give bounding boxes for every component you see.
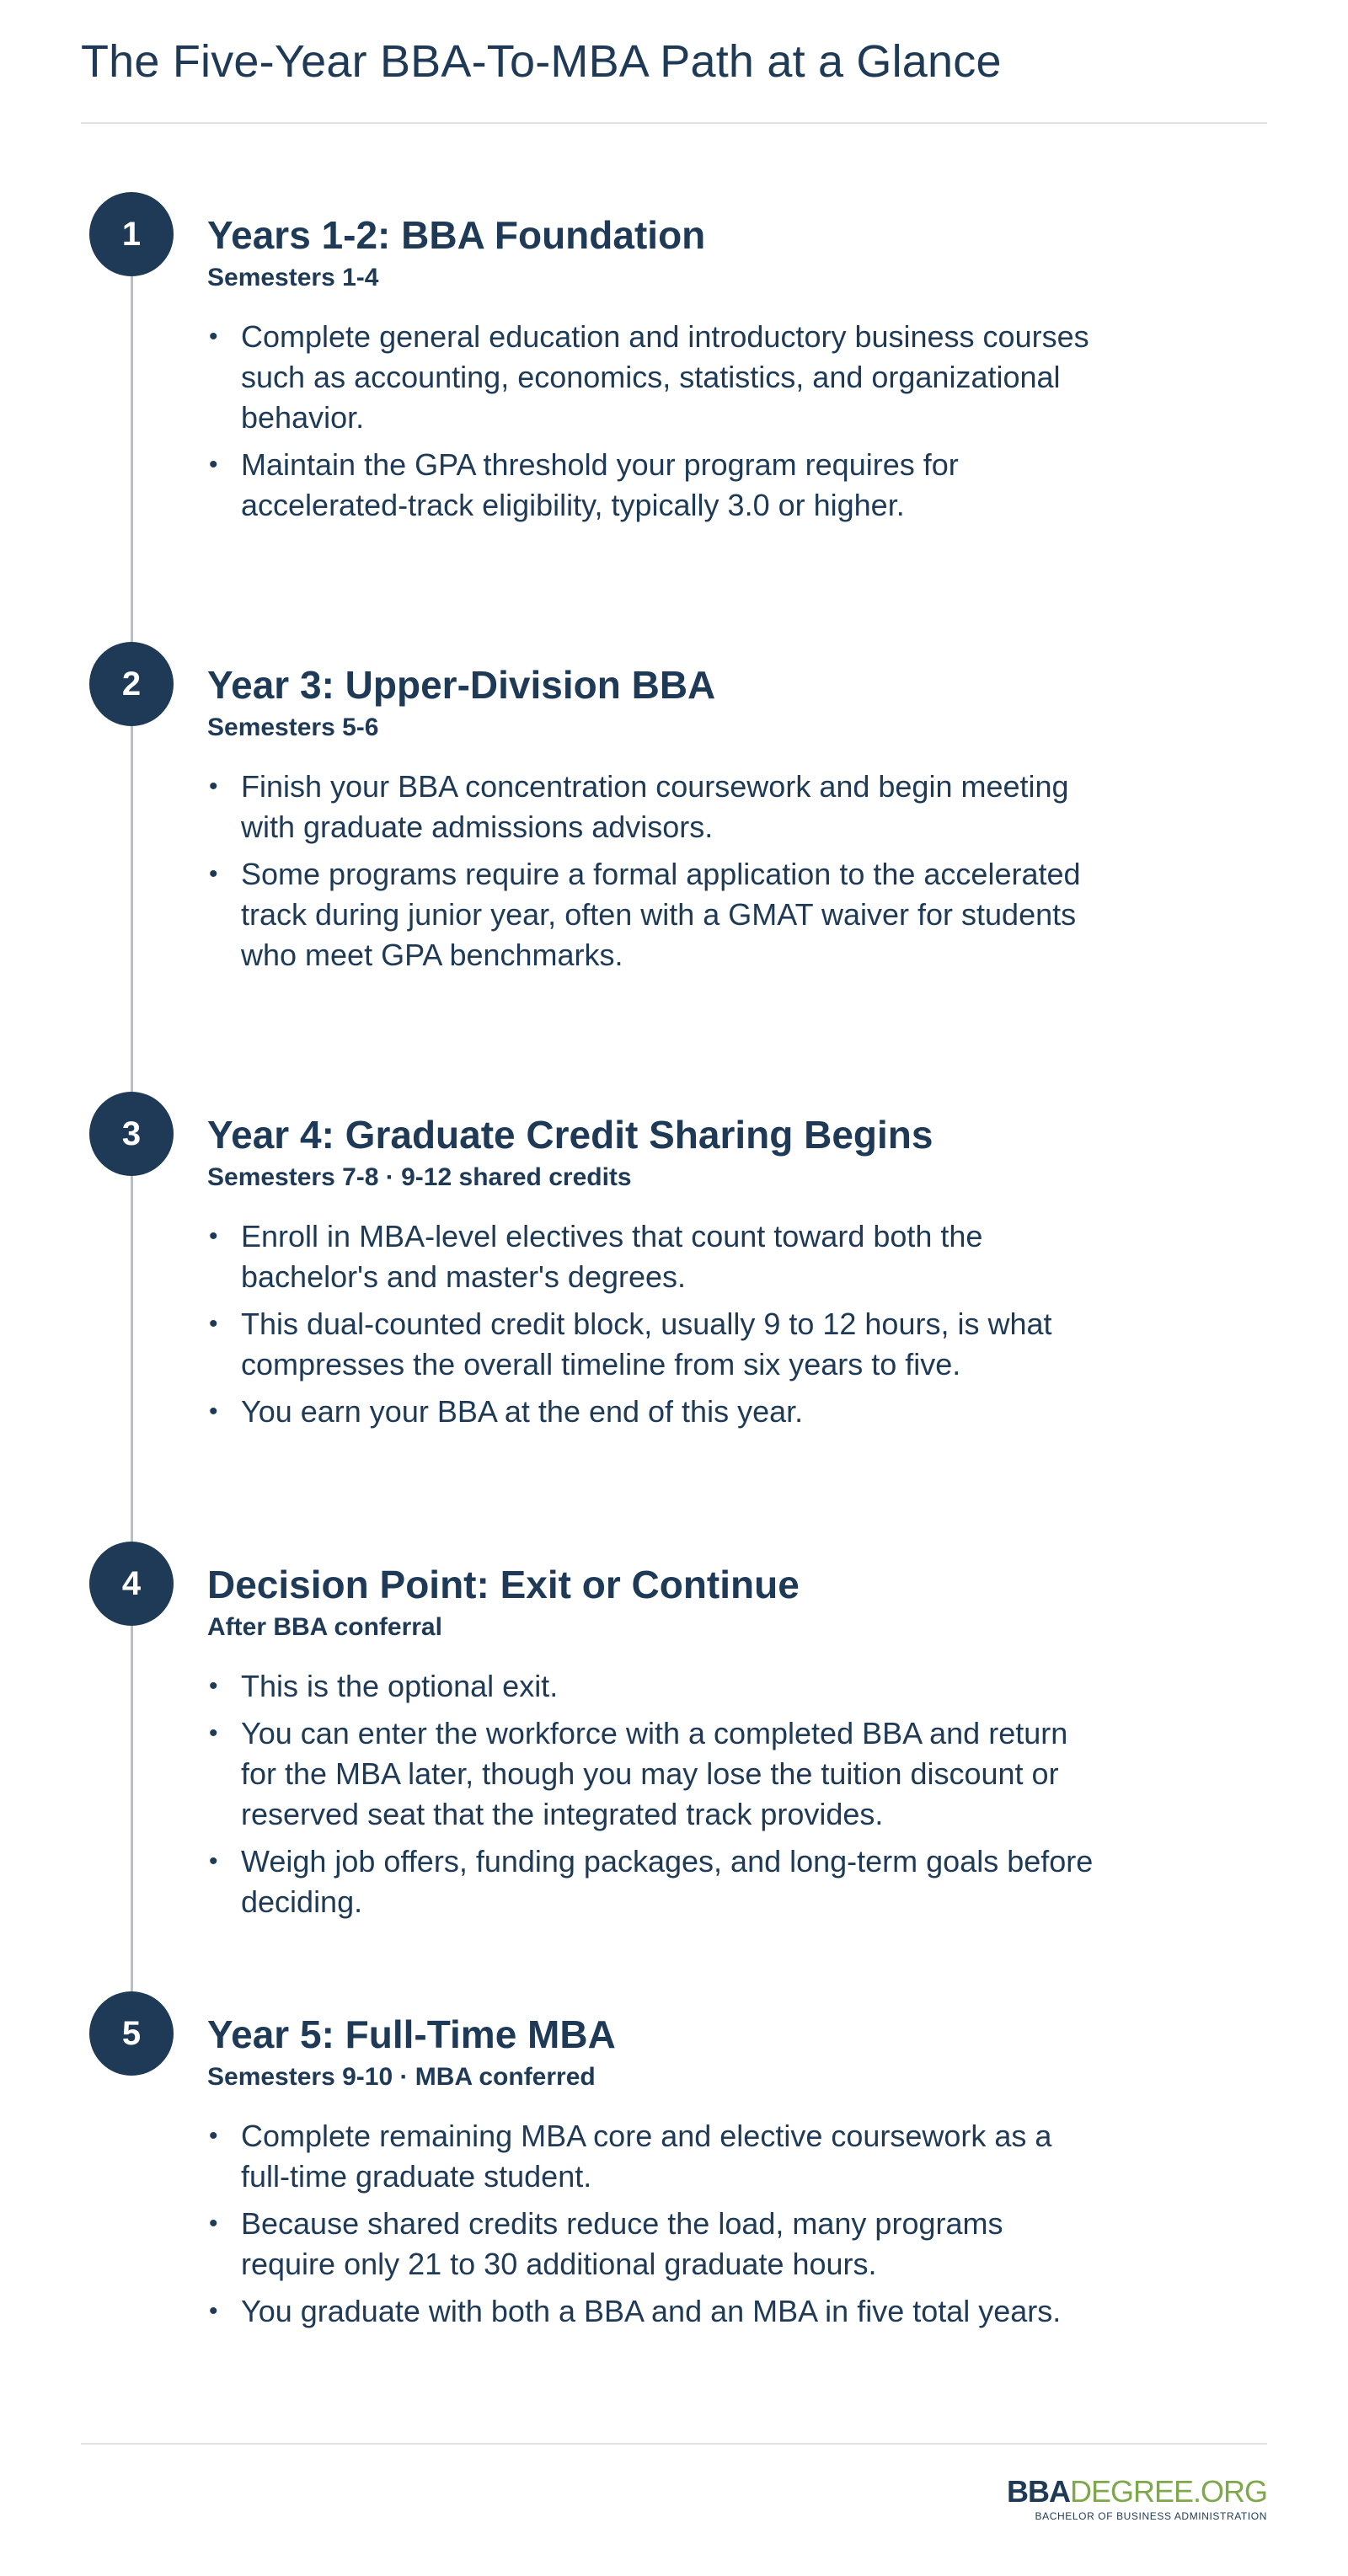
step-number-badge: 4 xyxy=(89,1542,174,1626)
logo-part-degree: DEGREE.ORG xyxy=(1069,2474,1267,2509)
step-number-badge: 1 xyxy=(89,192,174,276)
list-item: • Because shared credits reduce the load, many programs require only 21 to 30 additional graduate hours. xyxy=(207,2204,1100,2285)
step-number-badge: 3 xyxy=(89,1092,174,1176)
list-item: • This dual-counted credit block, usually 9 to 12 hours, is what compresses the overall timeline from six years to five. xyxy=(207,1304,1100,1385)
list-item: • Maintain the GPA threshold your program requires for accelerated-track eligibility, typically 3.0 or higher. xyxy=(207,445,1100,526)
step-subtitle: Semesters 9-10 · MBA conferred xyxy=(207,2063,596,2091)
step-bullet-list xyxy=(207,1666,1100,1922)
step-content xyxy=(207,1109,1100,1439)
step-subtitle: Semesters 5-6 xyxy=(207,713,379,741)
list-item: • Enroll in MBA-level electives that count toward both the bachelor's and master's degrees. xyxy=(207,1216,1100,1297)
list-item: • You can enter the workforce with a completed BBA and return for the MBA later, though you may lose the tuition discount or reserved seat that the integrated track provides. xyxy=(207,1713,1100,1835)
list-item: • You graduate with both a BBA and an MBA in five total years. xyxy=(207,2291,1100,2332)
step-subtitle: After BBA conferral xyxy=(207,1613,442,1641)
step-bullet-list xyxy=(207,317,1100,526)
logo-part-bba: BBA xyxy=(1006,2474,1070,2509)
step-number-badge: 5 xyxy=(89,1991,174,2076)
step-content xyxy=(207,659,1100,982)
step-bullet-list xyxy=(207,1216,1100,1432)
logo-wordmark xyxy=(1007,2475,1267,2509)
list-item: • Finish your BBA concentration coursework and begin meeting with graduate admissions advisors. xyxy=(207,767,1100,847)
step-bullet-list xyxy=(207,2116,1100,2332)
list-item: • Some programs require a formal application to the accelerated track during junior year, often with a GMAT waiver for students who meet GPA benchmarks. xyxy=(207,854,1100,975)
step-subtitle: Semesters 1-4 xyxy=(207,264,379,291)
step-content xyxy=(207,1558,1100,1929)
step-content xyxy=(207,2008,1100,2338)
list-item: • You earn your BBA at the end of this year. xyxy=(207,1392,1100,1432)
step-title: Year 5: Full-Time MBA xyxy=(207,2012,616,2056)
step-subtitle: Semesters 7-8 · 9-12 shared credits xyxy=(207,1163,632,1191)
list-item: • Complete remaining MBA core and elective coursework as a full-time graduate student. xyxy=(207,2116,1100,2197)
footer-divider xyxy=(81,2443,1267,2445)
site-logo xyxy=(1007,2475,1267,2522)
header-divider xyxy=(81,122,1267,124)
list-item: • Complete general education and introductory business courses such as accounting, economics, statistics, and organizational behavior. xyxy=(207,317,1100,438)
logo-tagline: BACHELOR OF BUSINESS ADMINISTRATION xyxy=(1035,2510,1267,2522)
step-bullet-list xyxy=(207,767,1100,975)
step-title: Year 4: Graduate Credit Sharing Begins xyxy=(207,1113,933,1157)
page-title: The Five-Year BBA-To-MBA Path at a Glance xyxy=(81,36,1002,87)
step-number-badge: 2 xyxy=(89,642,174,726)
step-title: Year 3: Upper-Division BBA xyxy=(207,663,716,707)
step-title: Decision Point: Exit or Continue xyxy=(207,1563,800,1606)
step-content xyxy=(207,209,1100,532)
step-title: Years 1-2: BBA Foundation xyxy=(207,213,706,257)
list-item: • Weigh job offers, funding packages, and long-term goals before deciding. xyxy=(207,1841,1100,1922)
list-item: • This is the optional exit. xyxy=(207,1666,1100,1707)
